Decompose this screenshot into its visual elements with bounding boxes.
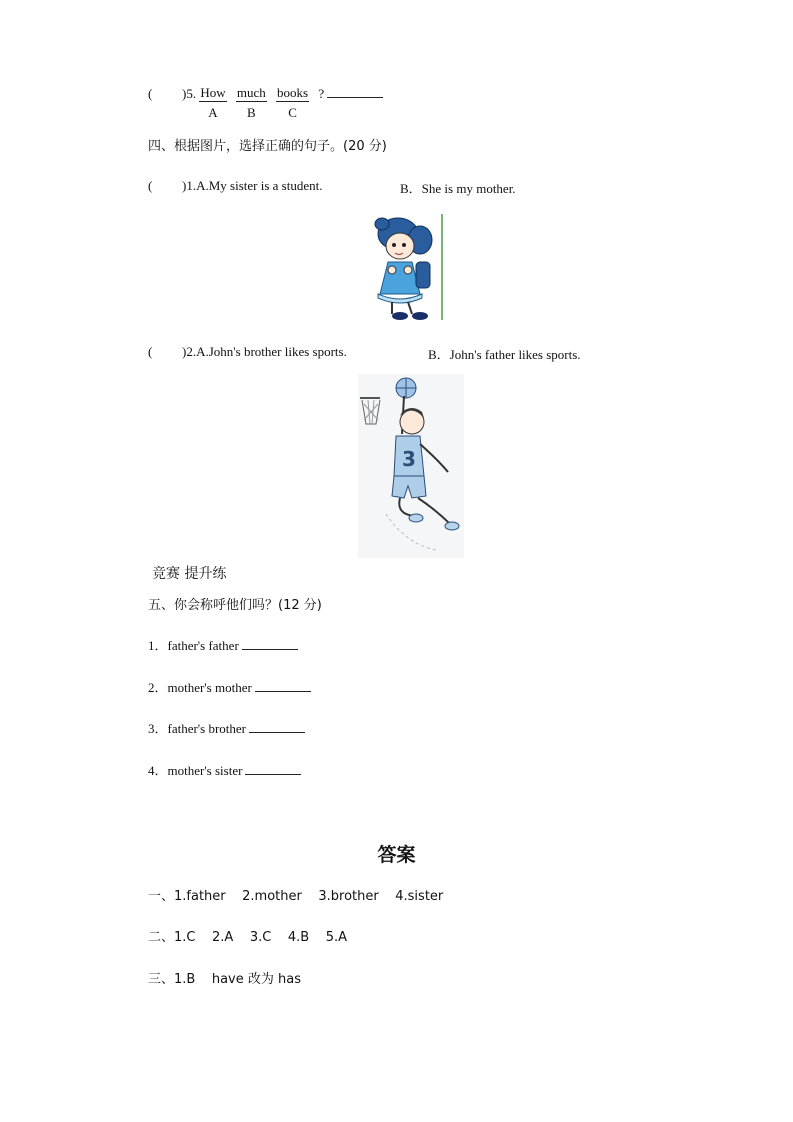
option-a: A.John's brother likes sports. — [196, 344, 347, 359]
question-5 — [148, 86, 383, 121]
answer-blank[interactable] — [242, 639, 298, 650]
section-5-title: 五、你会称呼他们吗？(12 分) — [148, 598, 322, 613]
option-b-word: much B — [236, 85, 266, 120]
competition-title: 竞赛 提升练 — [152, 566, 227, 582]
option-a-word: How A — [200, 85, 226, 120]
jersey-number: 3 — [402, 447, 416, 471]
s4-item-2 — [148, 344, 347, 360]
answer-paren: ( — [148, 86, 153, 101]
s5-item-3: 3．father's brother — [148, 718, 305, 737]
s5-item-1: 1．father's father — [148, 635, 298, 654]
s4-item-1 — [148, 178, 322, 194]
answer-line-2: 二、1.C 2.A 3.C 4.B 5.A — [148, 930, 347, 945]
answer-blank[interactable] — [245, 764, 301, 775]
question-number: )1. — [182, 178, 197, 193]
question-mark: ? — [318, 86, 325, 101]
s4-item-2-option-b: B．John's father likes sports. — [428, 347, 581, 362]
s5-item-4: 4．mother's sister — [148, 760, 301, 779]
question-number: )2. — [182, 344, 197, 359]
s4-item-1-option-b: B．She is my mother. — [400, 181, 516, 196]
answer-paren: ( — [148, 344, 153, 359]
girl-illustration — [372, 212, 448, 324]
answer-blank[interactable] — [255, 681, 311, 692]
basketball-player-illustration — [356, 374, 466, 558]
answer-blank[interactable] — [249, 722, 305, 733]
answer-blank[interactable] — [327, 87, 383, 98]
option-c-word: books C — [277, 85, 309, 120]
option-a: A.My sister is a student. — [196, 178, 323, 193]
question-number: )5. — [182, 86, 197, 101]
answer-line-1: 一、1.father 2.mother 3.brother 4.sister — [148, 889, 444, 904]
answer-paren: ( — [148, 178, 153, 193]
s5-item-2: 2．mother's mother — [148, 677, 311, 696]
section-4-title: 四、根据图片，选择正确的句子。(20 分) — [148, 139, 387, 154]
answer-line-3: 三、1.B have 改为 has — [148, 972, 301, 987]
answers-title: 答案 — [377, 844, 416, 866]
